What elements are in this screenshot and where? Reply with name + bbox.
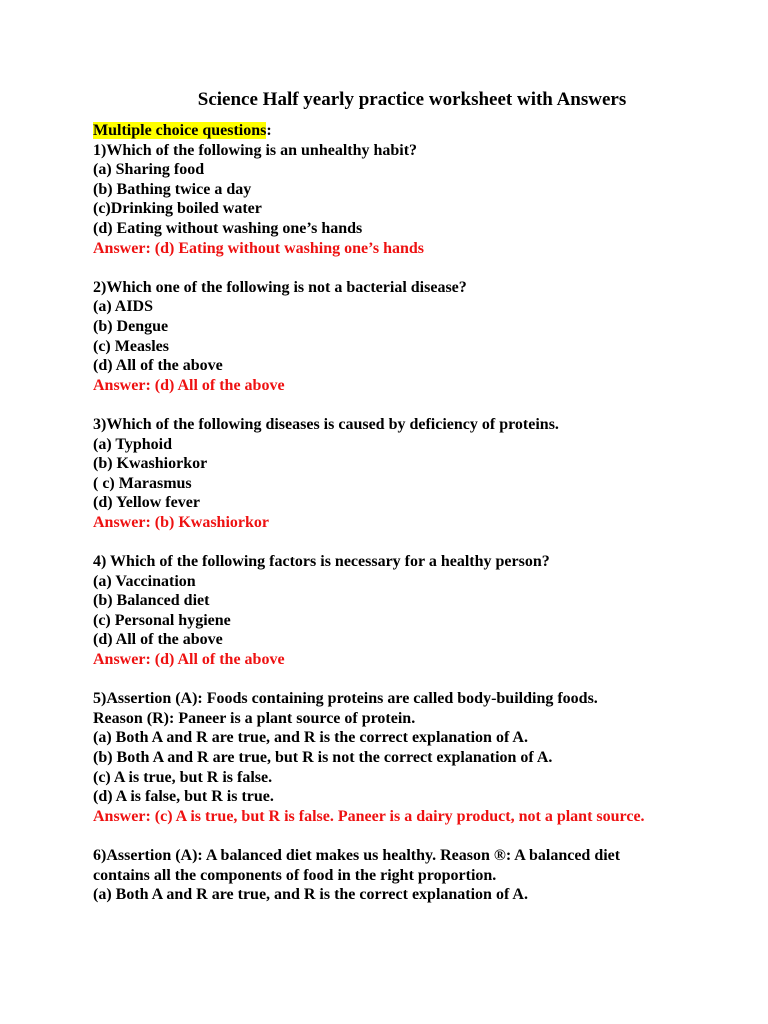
question-6-option-a: (a) Both A and R are true, and R is the correct explanation of A. (93, 886, 528, 904)
question-2-text: 2)Which one of the following is not a bacterial disease? (93, 278, 467, 296)
question-5-reason: Reason (R): Paneer is a plant source of protein. (93, 709, 416, 727)
question-2-option-a: (a) AIDS (93, 298, 154, 316)
question-2-answer: Answer: (d) All of the above (93, 376, 285, 394)
question-3-option-b: (b) Kwashiorkor (93, 455, 208, 473)
question-1-option-a: (a) Sharing food (93, 161, 205, 179)
question-4-option-d: (d) All of the above (93, 631, 223, 649)
section-heading-colon: : (266, 122, 272, 139)
page-title: Science Half yearly practice worksheet with Answers (197, 89, 627, 110)
question-3-option-a: (a) Typhoid (93, 435, 172, 453)
spacer (93, 258, 673, 278)
question-1-answer: Answer: (d) Eating without washing one’s hands (93, 239, 425, 257)
question-4-text: 4) Which of the following factors is necessary for a healthy person? (93, 553, 550, 571)
question-1-option-b: (b) Bathing twice a day (93, 180, 252, 198)
question-3-text: 3)Which of the following diseases is caused by deficiency of proteins. (93, 415, 559, 433)
spacer (93, 532, 673, 552)
question-2-option-c: (c) Measles (93, 337, 169, 355)
question-5-option-b: (b) Both A and R are true, but R is not the correct explanation of A. (93, 749, 553, 766)
spacer (93, 670, 673, 690)
question-5-answer: Answer: (c) A is true, but R is false. Paneer is a dairy product, not a plant source. (93, 807, 645, 825)
question-5-option-d: (d) A is false, but R is true. (93, 788, 274, 806)
question-1-option-c: (c)Drinking boiled water (93, 200, 262, 218)
question-1-text: 1)Which of the following is an unhealthy habit? (93, 141, 418, 159)
question-4-option-b: (b) Balanced diet (93, 592, 210, 610)
question-2-option-d: (d) All of the above (93, 357, 223, 375)
question-3-answer: Answer: (b) Kwashiorkor (93, 513, 269, 531)
question-4-option-c: (c) Personal hygiene (93, 611, 231, 629)
question-3-option-c: ( c) Marasmus (93, 474, 192, 492)
question-5-option-c: (c) A is true, but R is false. (93, 768, 273, 786)
section-heading-text: Multiple choice questions (93, 122, 267, 139)
question-4-option-a: (a) Vaccination (93, 572, 196, 590)
spacer (93, 826, 673, 846)
spacer (93, 395, 673, 415)
question-4-answer: Answer: (d) All of the above (93, 651, 285, 669)
question-5-assertion: 5)Assertion (A): Foods containing proteins are called body-building foods. (93, 690, 598, 708)
question-5-option-a: (a) Both A and R are true, and R is the correct explanation of A. (93, 729, 528, 747)
question-3-option-d: (d) Yellow fever (93, 494, 200, 512)
question-1-option-d: (d) Eating without washing one’s hands (93, 219, 363, 237)
question-2-option-b: (b) Dengue (93, 317, 169, 335)
worksheet-content (93, 121, 673, 905)
section-heading (93, 121, 673, 141)
question-6-text: 6)Assertion (A): A balanced diet makes us healthy. Reason ®: A balanced diet contains all the components of food in the right proportion. (93, 846, 621, 884)
